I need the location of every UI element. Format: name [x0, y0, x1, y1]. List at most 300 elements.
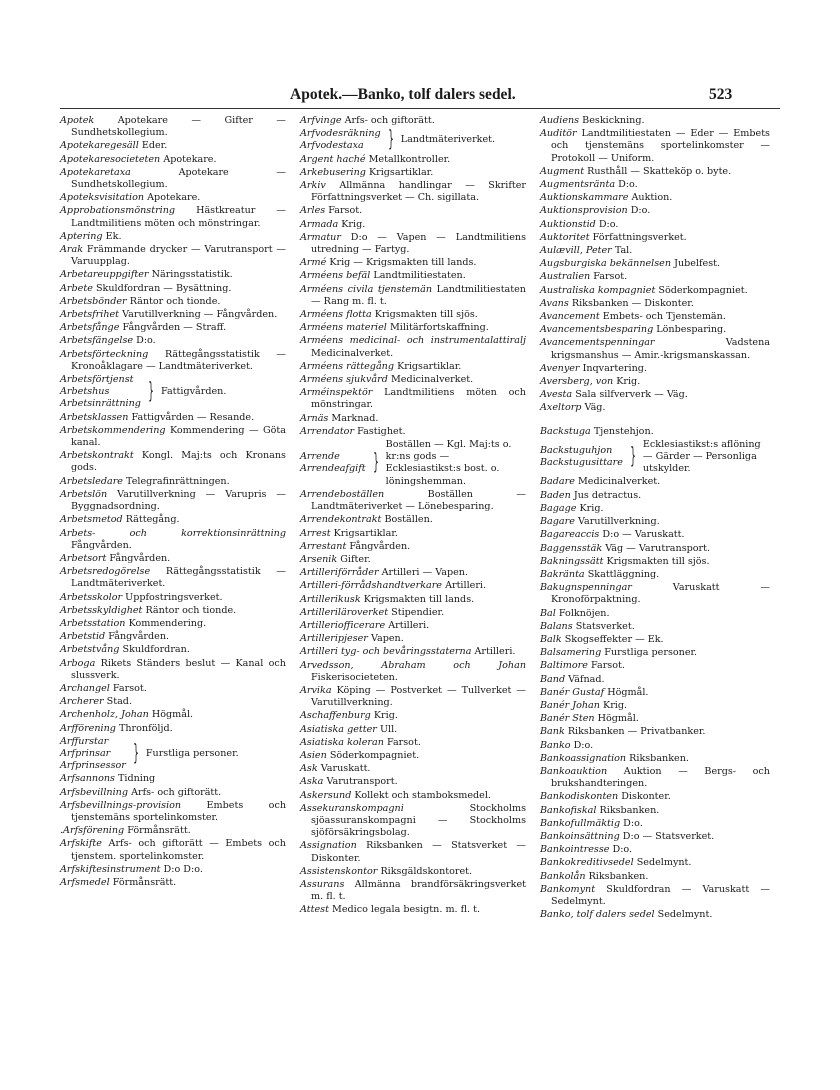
index-column-2: [300, 115, 526, 918]
index-reference: Tidning: [118, 773, 156, 785]
index-headword: Assignation: [300, 840, 357, 852]
index-reference: Metallkontroller.: [368, 153, 451, 165]
index-entry: [540, 426, 770, 438]
index-reference: Krigsartiklar.: [333, 527, 398, 539]
index-entry: [300, 413, 526, 425]
index-headword: Arrestant: [300, 540, 347, 552]
index-reference: Rättegångsstatistik — Kronoåklagare — Landtmäteriverket.: [71, 348, 286, 372]
index-reference: Förmånsrätt.: [127, 825, 191, 837]
index-headword: Arvedsson, Abraham och Johan: [300, 659, 526, 671]
index-headword: Baltimore: [540, 660, 588, 672]
index-headword: Balans: [540, 620, 573, 632]
index-entry: [300, 374, 526, 386]
bracket-words: [540, 445, 623, 469]
index-headword: Arfprinsessor: [60, 760, 126, 772]
index-entry: [60, 192, 286, 204]
index-headword: Arméens rättegång: [300, 360, 394, 372]
index-reference: Fångvården.: [71, 539, 132, 551]
index-headword: Arrest: [300, 527, 331, 539]
index-headword: Arffurstar: [60, 735, 109, 747]
index-headword: Bagare: [540, 516, 575, 528]
index-headword: Bakningssätt: [540, 555, 604, 567]
index-entry: [60, 269, 286, 281]
index-reference: Krigsartiklar.: [368, 166, 434, 178]
index-headword: Avesta: [540, 389, 573, 401]
index-headword: Auktionskammare: [540, 192, 629, 204]
brace-icon: }: [133, 741, 139, 767]
index-reference: Väg.: [584, 402, 606, 414]
index-headword: Arbetsförteckning: [60, 348, 149, 360]
index-reference: Varutillverkning — Varupris — Byggnadsordning.: [71, 488, 286, 513]
index-entry: [540, 740, 770, 752]
index-headword: Arbetshus: [60, 386, 110, 398]
index-entry: [300, 620, 526, 632]
index-reference: Arfs- och giftorätt.: [131, 786, 222, 798]
index-entry: [300, 154, 526, 166]
index-reference: Beskickning.: [582, 115, 645, 126]
index-reference: Kommendering.: [128, 617, 207, 629]
index-headword: Arvika: [300, 684, 332, 696]
index-reference: Landtmilitiens möten och mönstringar.: [311, 387, 526, 411]
index-headword: Auktionsprovision: [540, 205, 628, 217]
index-reference: Artilleri.: [445, 580, 487, 592]
index-reference: Riksbanken.: [629, 752, 689, 764]
index-entry: [300, 426, 526, 438]
index-headword: Avancementspenningar: [540, 337, 655, 349]
index-reference: Lönbesparing.: [656, 324, 727, 336]
index-entry: [540, 569, 770, 581]
index-reference: Fångvården.: [109, 552, 171, 564]
index-reference: Krig.: [373, 710, 398, 722]
index-entry: [540, 490, 770, 502]
page-number: 523: [709, 86, 733, 103]
index-entry: [60, 167, 286, 191]
index-reference: Söderkompagniet.: [329, 749, 420, 761]
index-entry: [540, 179, 770, 191]
index-entry: [60, 800, 286, 824]
index-headword: Bankofiskal: [540, 804, 597, 816]
index-reference: Apotekare — Gifter — Sundhetskollegium.: [71, 115, 286, 139]
index-entry: [540, 311, 770, 323]
index-entry: [300, 685, 526, 709]
index-entry: [300, 724, 526, 736]
index-entry: [540, 700, 770, 712]
index-entry: [540, 766, 770, 790]
index-headword: Attest: [300, 904, 329, 916]
index-headword: Arfsbevillnings-provision: [60, 799, 182, 811]
index-entry: [540, 516, 770, 528]
index-reference: Diskonter.: [621, 791, 671, 803]
index-headword: Armada: [300, 218, 339, 230]
index-reference: Riksbanken.: [599, 804, 660, 816]
index-entry: [60, 528, 286, 552]
index-entry: [540, 687, 770, 699]
index-headword: Archenholz, Johan: [60, 709, 149, 721]
index-entry: [540, 543, 770, 555]
index-entry: [60, 709, 286, 721]
index-reference: D:o — Varuskatt.: [602, 529, 685, 541]
index-entry: [540, 884, 770, 908]
index-entry: [60, 205, 286, 229]
index-headword: Arles: [300, 205, 326, 217]
index-headword: Armatur: [300, 231, 341, 243]
index-entry: [540, 271, 770, 283]
index-headword: Aversberg, von: [540, 376, 614, 388]
index-entry: [540, 634, 770, 646]
index-entry: [540, 909, 770, 921]
index-headword: Arbetslön: [60, 488, 108, 500]
index-headword: Arméens befäl: [300, 270, 371, 282]
index-headword: Arbetsort: [60, 552, 107, 564]
index-entry: [300, 541, 526, 553]
index-headword: Audiens: [540, 115, 580, 126]
index-headword: Arrendeboställen: [300, 488, 385, 500]
index-headword: Apotekaregesäll: [60, 140, 139, 152]
index-headword: Arkiv: [300, 180, 326, 192]
index-entry: [60, 825, 286, 837]
index-reference: Artilleri.: [474, 646, 516, 658]
index-reference: Riksbanken — Diskonter.: [571, 297, 694, 309]
index-entry: [540, 805, 770, 817]
index-entry: [300, 335, 526, 359]
index-reference: Krig.: [616, 376, 641, 388]
index-entry: [540, 556, 770, 568]
index-headword: Bankoauktion: [540, 765, 608, 777]
index-reference: Riksbanken.: [588, 870, 649, 882]
index-headword: Backstuguhjon: [540, 444, 613, 456]
bracket-group: [300, 439, 526, 488]
index-headword: Arfvodestaxa: [300, 140, 364, 152]
index-entry: [300, 776, 526, 788]
index-reference: Arfs- och giftorätt — Embets och tjenstem. sportelinkomster.: [71, 838, 286, 862]
index-reference: Kommendering — Göta kanal.: [71, 424, 286, 449]
index-reference: Stad.: [106, 696, 132, 708]
index-reference: Krigsmakten till sjös.: [606, 555, 710, 567]
index-headword: Arrendeafgift: [300, 463, 366, 475]
index-headword: .Arfsförening: [60, 825, 125, 837]
index-reference: Uppfostringsverket.: [125, 591, 223, 603]
index-headword: Arfvinge: [300, 115, 342, 126]
index-entry: [300, 387, 526, 411]
index-entry: [300, 803, 526, 840]
bracket-words: [300, 451, 366, 475]
index-entry: [540, 844, 770, 856]
index-reference: Kollekt och stamboksmedel.: [354, 789, 491, 801]
index-headword: Aptering: [60, 230, 103, 242]
index-headword: Bagareaccis: [540, 529, 600, 541]
index-entry: [300, 528, 526, 540]
index-headword: Auktionstid: [540, 218, 596, 230]
index-entry: [60, 592, 286, 604]
index-entry: [540, 621, 770, 633]
index-entry: [300, 607, 526, 619]
index-entry: [540, 503, 770, 515]
index-headword: Bankoassignation: [540, 752, 627, 764]
index-entry: [300, 180, 526, 204]
index-reference: Räntor och tionde.: [145, 604, 237, 616]
index-entry: [540, 258, 770, 270]
index-headword: Aska: [300, 776, 324, 788]
index-reference: Medicinalverket.: [577, 476, 661, 488]
index-headword: Apotek: [60, 115, 95, 126]
index-entry: [60, 605, 286, 617]
index-headword: Archerer: [60, 696, 104, 708]
index-headword: Banko: [540, 739, 571, 751]
bracket-words: [60, 736, 126, 773]
brace-icon: }: [148, 379, 154, 405]
index-reference: Högmål.: [607, 686, 649, 698]
index-entry: [300, 232, 526, 256]
index-headword: Arméens materiel: [300, 322, 387, 334]
index-entry: [300, 489, 526, 513]
index-entry: [540, 298, 770, 310]
index-headword: Bank: [540, 726, 565, 738]
index-entry: [300, 257, 526, 269]
index-headword: Apotekaretaxa: [60, 166, 131, 178]
index-entry: [540, 582, 770, 606]
index-headword: Arfskiftesinstrument: [60, 863, 161, 875]
index-headword: Arrendator: [300, 425, 355, 437]
index-entry: [60, 231, 286, 243]
index-entry: [540, 324, 770, 336]
index-headword: Arbetsredogörelse: [60, 566, 151, 578]
index-reference: Skuldfordran.: [122, 644, 190, 656]
index-reference: Varuskatt — Kronoförpaktning.: [551, 582, 770, 606]
index-entry: [540, 402, 770, 414]
index-headword: Bankolån: [540, 870, 586, 882]
index-entry: [300, 879, 526, 903]
index-headword: Asiatiska koleran: [300, 736, 384, 748]
index-headword: Arnäs: [300, 412, 329, 424]
index-reference: Rikets Ständers beslut — Kanal och slussverk.: [71, 657, 286, 681]
index-reference: Näringsstatistik.: [151, 269, 233, 281]
index-reference: Landtmilitiestaten — Rang m. fl. t.: [311, 283, 526, 307]
index-reference: Sedelmynt.: [657, 909, 713, 921]
bracket-group: [540, 439, 770, 476]
index-reference: D:o.: [630, 205, 651, 217]
index-entry: [540, 831, 770, 843]
index-entry: [60, 553, 286, 565]
index-entry: [540, 476, 770, 488]
index-reference: Sala silfververk — Väg.: [575, 389, 688, 401]
index-headword: Badare: [540, 476, 575, 488]
index-headword: Banko, tolf dalers sedel: [540, 909, 655, 921]
index-entry: [540, 363, 770, 375]
index-entry: [60, 566, 286, 590]
index-headword: Ask: [300, 763, 318, 775]
index-entry: [300, 205, 526, 217]
index-entry: [60, 154, 286, 166]
index-entry: [60, 644, 286, 656]
index-headword: Arbetsskyldighet: [60, 604, 143, 616]
index-entry: [300, 710, 526, 722]
index-entry: [540, 389, 770, 401]
index-headword: Augmentsränta: [540, 179, 616, 191]
index-reference: Krig.: [603, 699, 628, 711]
index-headword: Arbete: [60, 282, 93, 294]
index-headword: Auditör: [540, 128, 577, 140]
index-reference: Inqvartering.: [582, 362, 647, 374]
index-headword: Avancementsbesparing: [540, 324, 654, 336]
index-entry: [540, 192, 770, 204]
index-reference: Embets- och Tjenstemän.: [602, 311, 726, 323]
index-reference: Riksbanken — Statsverket — Diskonter.: [311, 840, 526, 864]
index-entry: [60, 696, 286, 708]
index-entry: [300, 750, 526, 762]
index-column-1: [60, 115, 286, 890]
index-reference: Artilleri.: [388, 619, 430, 631]
index-reference: Artilleri — Vapen.: [381, 567, 469, 579]
index-reference: Marknad.: [331, 412, 379, 424]
index-reference: D:o.: [618, 179, 638, 191]
index-headword: Bankokreditivsedel: [540, 857, 634, 869]
index-headword: Artilleripjeser: [300, 633, 368, 645]
index-entry: [60, 514, 286, 526]
index-reference: Auktion — Bergs- och brukshandteringen.: [551, 765, 770, 790]
index-entry: [300, 646, 526, 658]
index-headword: Arfförening: [60, 722, 116, 734]
index-headword: Approbationsmönstring: [60, 205, 176, 217]
index-entry: [300, 514, 526, 526]
index-entry: [540, 376, 770, 388]
index-headword: Arbetareuppgifter: [60, 269, 149, 281]
index-headword: Arbetsbönder: [60, 295, 127, 307]
index-headword: Askersund: [300, 789, 352, 801]
index-headword: Argent haché: [300, 153, 366, 165]
index-entry: [60, 349, 286, 373]
index-entry: [540, 726, 770, 738]
index-entry: [540, 660, 770, 672]
index-reference: Apotekare.: [163, 153, 217, 165]
index-entry: [300, 580, 526, 592]
index-entry: [60, 309, 286, 321]
index-headword: Arméinspektör: [300, 387, 373, 399]
index-entry: [540, 753, 770, 765]
index-reference: Kongl. Maj:ts och Kronans gods.: [71, 450, 286, 474]
index-reference: Fattigvården.: [160, 386, 227, 398]
index-headword: Bankointresse: [540, 844, 610, 856]
index-reference: D:o.: [612, 844, 633, 856]
index-entry: [540, 285, 770, 297]
index-entry: [60, 412, 286, 424]
index-headword: Arbetsförtjenst: [60, 374, 134, 386]
index-reference: D:o.: [573, 739, 594, 751]
index-entry: [300, 567, 526, 579]
index-entry: [300, 554, 526, 566]
index-entry: [60, 723, 286, 735]
index-reference: Riksbanken — Privatbanker.: [567, 726, 706, 738]
index-reference: Tjenstehjon.: [593, 425, 654, 437]
index-entry: [300, 115, 526, 127]
index-headword: Backstugusittare: [540, 457, 623, 469]
index-entry: [60, 658, 286, 682]
index-reference: Landtmilitiestaten — Eder — Embets och tjenstemäns sportelinkomster — Protokoll — Uniform.: [551, 128, 770, 164]
index-reference: Ull.: [379, 723, 398, 735]
index-entry: [300, 633, 526, 645]
index-headword: Australien: [540, 271, 591, 283]
index-headword: Arméens flotta: [300, 309, 372, 321]
index-entry: [60, 450, 286, 474]
index-entry: [540, 219, 770, 231]
index-reference: Skogseffekter — Ek.: [564, 633, 664, 645]
index-headword: Arsenik: [300, 553, 338, 565]
index-entry: [540, 115, 770, 127]
index-reference: Söderkompagniet.: [658, 284, 748, 296]
index-reference: Fångvården.: [349, 540, 411, 552]
index-reference: Högmål.: [151, 709, 194, 721]
index-reference: Militärfortskaffning.: [389, 322, 489, 334]
index-headword: Backstuga: [540, 425, 591, 437]
index-headword: Artilleri-förrådshandtverkare: [300, 580, 442, 592]
index-headword: Augsburgiska bekännelsen: [540, 258, 672, 270]
index-headword: Arbets- och korrektionsinrättning: [60, 527, 286, 539]
index-headword: Arrendekontrakt: [300, 514, 382, 526]
index-entry: [300, 309, 526, 321]
index-headword: Arbetstvång: [60, 644, 120, 656]
index-headword: Augment: [540, 165, 585, 177]
index-reference: Förmånsrätt.: [112, 876, 177, 888]
index-headword: Bakränta: [540, 568, 585, 580]
index-headword: Arbetsmetod: [60, 514, 123, 526]
index-headword: Arméens sjukvård: [300, 374, 388, 386]
index-reference: D:o.: [136, 335, 156, 347]
index-entry: [60, 838, 286, 862]
index-entry: [540, 713, 770, 725]
index-headword: Apoteksvisitation: [60, 192, 145, 204]
index-headword: Arfskifte: [60, 838, 102, 850]
index-entry: [60, 322, 286, 334]
index-headword: Assurans: [300, 878, 345, 890]
index-headword: Bakugnspenningar: [540, 582, 632, 594]
index-reference: D:o D:o.: [163, 863, 203, 875]
index-entry: [60, 283, 286, 295]
index-reference: Stockholms sjöassuranskompagni — Stockholms sjöförsäkringsbolag.: [311, 802, 526, 839]
index-entry: [300, 904, 526, 916]
index-reference: Rättegångsstatistik — Landtmäteriverket.: [71, 566, 286, 590]
bracket-words: [300, 128, 381, 152]
index-reference: Telegrafinrättningen.: [126, 475, 230, 487]
index-headword: Bankomynt: [540, 883, 596, 895]
index-reference: Apotekare.: [147, 192, 201, 204]
index-reference: Jubelfest.: [674, 258, 721, 270]
index-headword: Balsamering: [540, 647, 602, 659]
index-headword: Artilleriläroverket: [300, 606, 389, 618]
index-reference: Fastighet.: [357, 425, 406, 437]
index-entry: [60, 489, 286, 513]
page-header-title: Apotek.—Banko, tolf dalers sedel.: [290, 86, 516, 103]
index-headword: Auktoritet: [540, 231, 590, 243]
index-reference: Krigsmakten till lands.: [363, 593, 475, 605]
index-entry: [300, 840, 526, 864]
index-entry: [540, 232, 770, 244]
index-entry: [60, 877, 286, 889]
index-reference: Fångvården — Straff.: [122, 322, 227, 334]
index-entry: [60, 115, 286, 139]
index-headword: Avancement: [540, 311, 600, 323]
index-headword: Arméens medicinal- och instrumentalattiralj: [300, 335, 526, 347]
index-entry: [60, 244, 286, 268]
index-headword: Arkebusering: [300, 166, 366, 178]
index-entry: [300, 167, 526, 179]
brace-icon: }: [387, 127, 394, 153]
index-reference: Stipendier.: [391, 606, 445, 618]
index-reference: Främmande drycker — Varutransport — Varuupplag.: [71, 244, 286, 268]
index-headword: Banér Johan: [540, 699, 600, 711]
index-entry: [540, 337, 770, 361]
index-reference: Fiskerisocieteten.: [311, 671, 398, 683]
index-headword: Bankoinsättning: [540, 830, 620, 842]
index-reference: Rättegång.: [125, 514, 180, 526]
